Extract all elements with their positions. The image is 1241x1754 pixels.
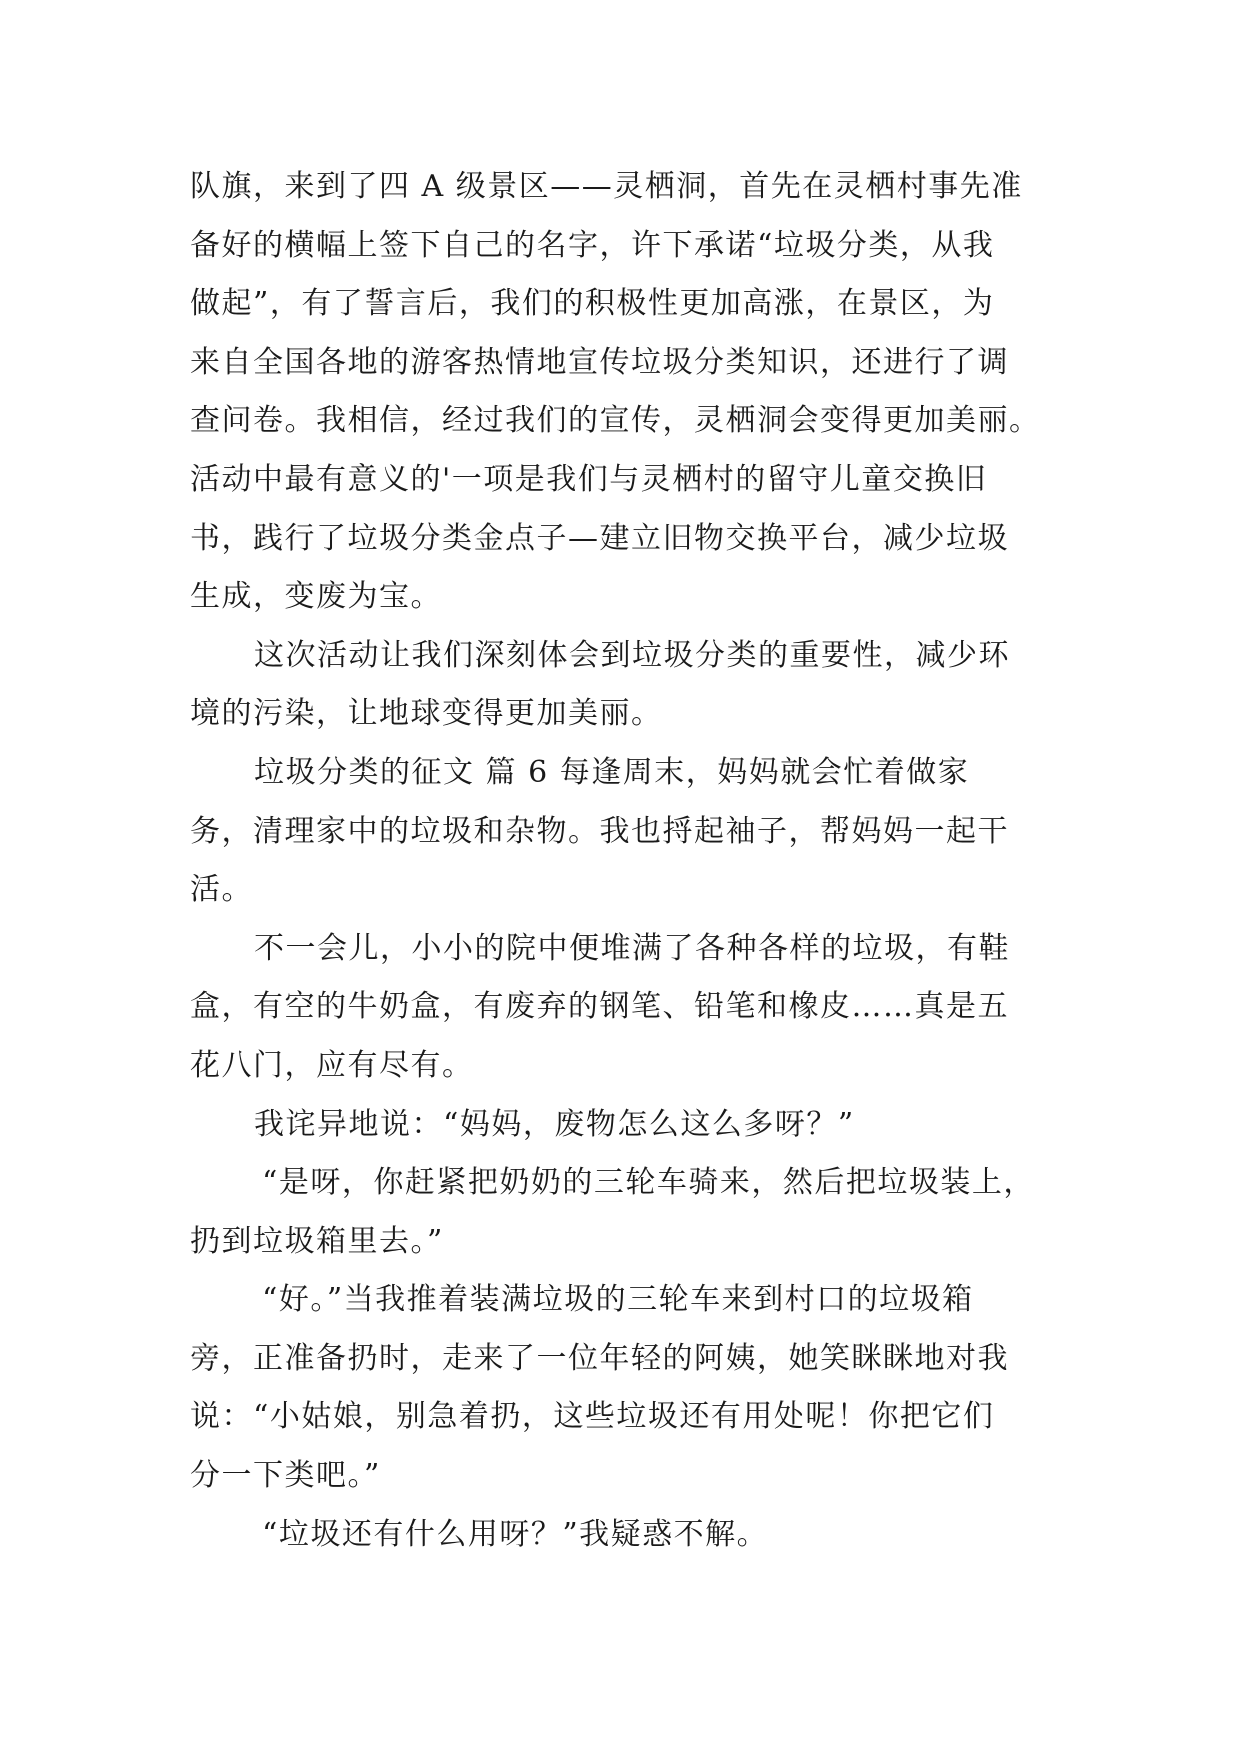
text-line: 盒，有空的牛奶盒，有废弃的钢笔、铅笔和橡皮……真是五	[190, 989, 1009, 1025]
text-line: 扔到垃圾箱里去。”	[190, 1223, 444, 1259]
document-body	[190, 158, 1055, 1564]
text-line: “好。”当我推着装满垃圾的三轮车来到村口的垃圾箱	[262, 1282, 974, 1318]
text-line: 队旗，来到了四 A 级景区——灵栖洞，首先在灵栖村事先准	[190, 169, 1023, 204]
text-line: 来自全国各地的游客热情地宣传垃圾分类知识，还进行了调	[190, 344, 1009, 380]
text-line: 我诧异地说：“妈妈，废物怎么这么多呀？”	[254, 1106, 855, 1142]
text-line: 生成，变废为宝。	[190, 579, 442, 615]
text-line: “是呀，你赶紧把奶奶的三轮车骑来，然后把垃圾装上，	[262, 1165, 1035, 1201]
text-line: 不一会儿，小小的院中便堆满了各种各样的垃圾，有鞋	[254, 930, 1010, 966]
text-line: 分一下类吧。”	[190, 1458, 381, 1494]
text-line: 书，践行了垃圾分类金点子—建立旧物交换平台，减少垃圾	[190, 520, 1009, 556]
text-line: 做起”，有了誓言后，我们的积极性更加高涨，在景区，为	[190, 286, 995, 322]
text-line: 境的污染，让地球变得更加美丽。	[190, 696, 663, 732]
text-line: 活动中最有意义的'一项是我们与灵栖村的留守儿童交换旧	[190, 461, 988, 497]
text-line: 这次活动让我们深刻体会到垃圾分类的重要性，减少环	[254, 637, 1010, 673]
text-line: 活。	[190, 872, 253, 908]
text-line: 备好的横幅上签下自己的名字，许下承诺“垃圾分类，从我	[190, 227, 995, 263]
text-line: 务，清理家中的垃圾和杂物。我也捋起袖子，帮妈妈一起干	[190, 813, 1009, 849]
text-line: 花八门，应有尽有。	[190, 1047, 474, 1083]
section-heading-line: 垃圾分类的征文 篇 6 每逢周末，妈妈就会忙着做家	[254, 754, 970, 790]
text-line: “垃圾还有什么用呀？”我疑惑不解。	[262, 1516, 769, 1552]
text-line: 说：“小姑娘，别急着扔，这些垃圾还有用处呢！你把它们	[190, 1399, 995, 1435]
text-line: 旁，正准备扔时，走来了一位年轻的阿姨，她笑眯眯地对我	[190, 1340, 1009, 1376]
text-line: 查问卷。我相信，经过我们的宣传，灵栖洞会变得更加美丽。	[190, 403, 1041, 439]
